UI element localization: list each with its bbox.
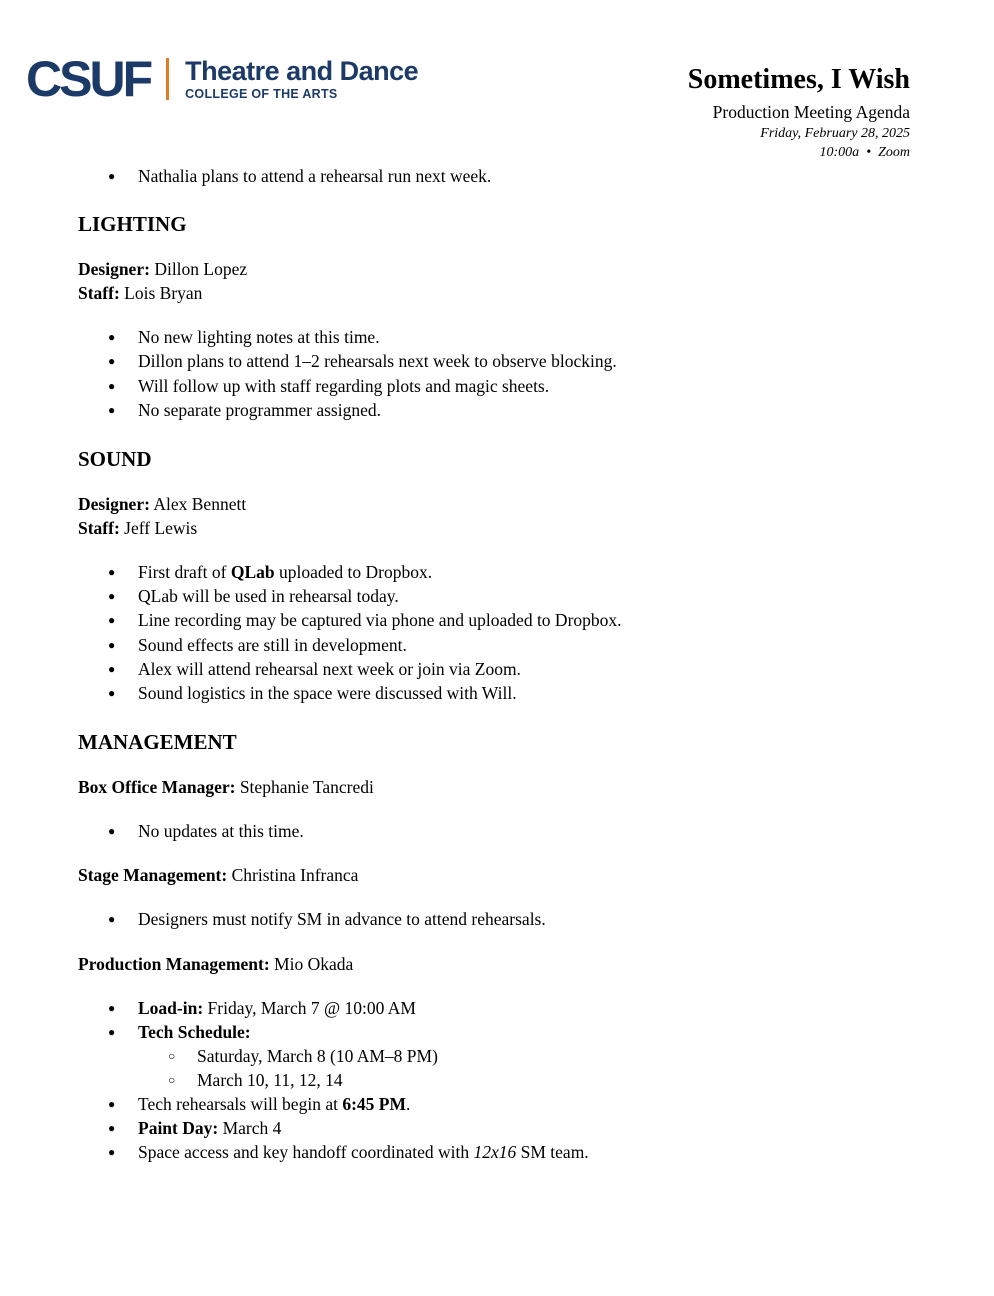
intro-list <box>78 164 918 188</box>
load-in-label: Load-in: <box>138 997 204 1018</box>
list-item <box>78 1140 918 1164</box>
text-segment: Tech rehearsals will begin at <box>138 1094 343 1115</box>
sub-list-item: ○ March 10, 11, 12, 14 <box>78 1068 918 1092</box>
section-heading-lighting: LIGHTING <box>78 212 187 237</box>
role-name: Jeff Lewis <box>124 518 198 539</box>
meeting-location: Zoom <box>878 145 910 160</box>
show-title: Sometimes, I Wish <box>687 64 910 95</box>
list-item: ● Line recording may be captured via phone and uploaded to Dropbox. <box>78 608 918 632</box>
lighting-notes <box>78 325 918 422</box>
sound-designer <box>78 492 918 516</box>
sub-list-item: ○ Saturday, March 8 (10 AM–8 PM) <box>78 1044 918 1068</box>
list-item: ● No separate programmer assigned. <box>78 398 918 422</box>
meeting-separator: • <box>866 145 872 160</box>
role-name: Dillon Lopez <box>154 259 248 280</box>
role-name: Alex Bennett <box>153 494 247 515</box>
list-item: ● Will follow up with staff regarding plots and magic sheets. <box>78 374 918 398</box>
text-segment: First draft of <box>138 562 231 583</box>
list-item <box>78 1116 918 1140</box>
tech-schedule-list <box>138 1044 918 1092</box>
logo-divider <box>166 58 169 100</box>
logo-department: Theatre and Dance <box>185 56 419 86</box>
list-item <box>78 996 918 1020</box>
agenda-subtitle: Production Meeting Agenda <box>712 102 910 122</box>
list-item <box>78 1092 918 1116</box>
tech-start-time: 6:45 PM <box>342 1094 406 1115</box>
logo-college: COLLEGE OF THE ARTS <box>185 87 338 101</box>
list-item: ● Alex will attend rehearsal next week or join via Zoom. <box>78 657 918 681</box>
text-segment: SM team. <box>516 1142 589 1163</box>
role-label: Box Office Manager: <box>78 777 236 798</box>
role-name: Mio Okada <box>274 953 354 974</box>
text-segment: . <box>406 1094 411 1115</box>
list-item <box>78 560 918 584</box>
role-label: Production Management: <box>78 953 270 974</box>
production-management <box>78 952 918 976</box>
stage-management-notes <box>78 907 918 931</box>
document-header <box>688 62 910 162</box>
list-item: ● Sound logistics in the space were discussed with Will. <box>78 681 918 705</box>
tech-schedule-label: Tech Schedule: <box>138 1021 251 1042</box>
section-heading-management: MANAGEMENT <box>78 730 237 755</box>
role-label: Designer: <box>78 494 150 515</box>
room-name: 12x16 <box>473 1142 517 1163</box>
role-label: Designer: <box>78 259 150 280</box>
meeting-date: Friday, February 28, 2025 <box>760 126 910 141</box>
box-office-manager <box>78 775 918 799</box>
qlab-emphasis: QLab <box>230 562 275 583</box>
list-item <box>78 1020 918 1092</box>
list-item: ● Sound effects are still in development. <box>78 633 918 657</box>
list-item: ● QLab will be used in rehearsal today. <box>78 584 918 608</box>
text-segment: Space access and key handoff coordinated with <box>138 1142 474 1163</box>
logo-wordmark: CSUF <box>26 51 151 107</box>
lighting-staff <box>78 281 918 305</box>
paint-day-label: Paint Day: <box>138 1118 219 1139</box>
paint-day-value: March 4 <box>222 1118 282 1139</box>
document-body <box>78 164 918 1165</box>
production-management-notes <box>78 996 918 1165</box>
list-item: ● Designers must notify SM in advance to attend rehearsals. <box>78 907 918 931</box>
list-item: ● Nathalia plans to attend a rehearsal run next week. <box>78 164 918 188</box>
text-segment: uploaded to Dropbox. <box>274 562 433 583</box>
role-label: Staff: <box>78 518 120 539</box>
list-item: ● No new lighting notes at this time. <box>78 325 918 349</box>
list-item: ● Dillon plans to attend 1–2 rehearsals next week to observe blocking. <box>78 349 918 373</box>
stage-management <box>78 863 918 887</box>
section-heading-sound: SOUND <box>78 447 152 472</box>
lighting-designer <box>78 257 918 281</box>
box-office-notes <box>78 819 918 843</box>
role-name: Lois Bryan <box>124 283 203 304</box>
load-in-value: Friday, March 7 @ 10:00 AM <box>207 997 416 1018</box>
role-label: Staff: <box>78 283 120 304</box>
sound-notes <box>78 560 918 705</box>
csuf-logo <box>26 52 418 106</box>
sound-staff <box>78 516 918 540</box>
role-name: Stephanie Tancredi <box>239 777 374 798</box>
role-label: Stage Management: <box>78 865 228 886</box>
meeting-time-location <box>688 143 910 162</box>
list-item: ● No updates at this time. <box>78 819 918 843</box>
meeting-time: 10:00a <box>819 145 860 160</box>
role-name: Christina Infranca <box>231 865 359 886</box>
logo-text <box>185 56 418 102</box>
